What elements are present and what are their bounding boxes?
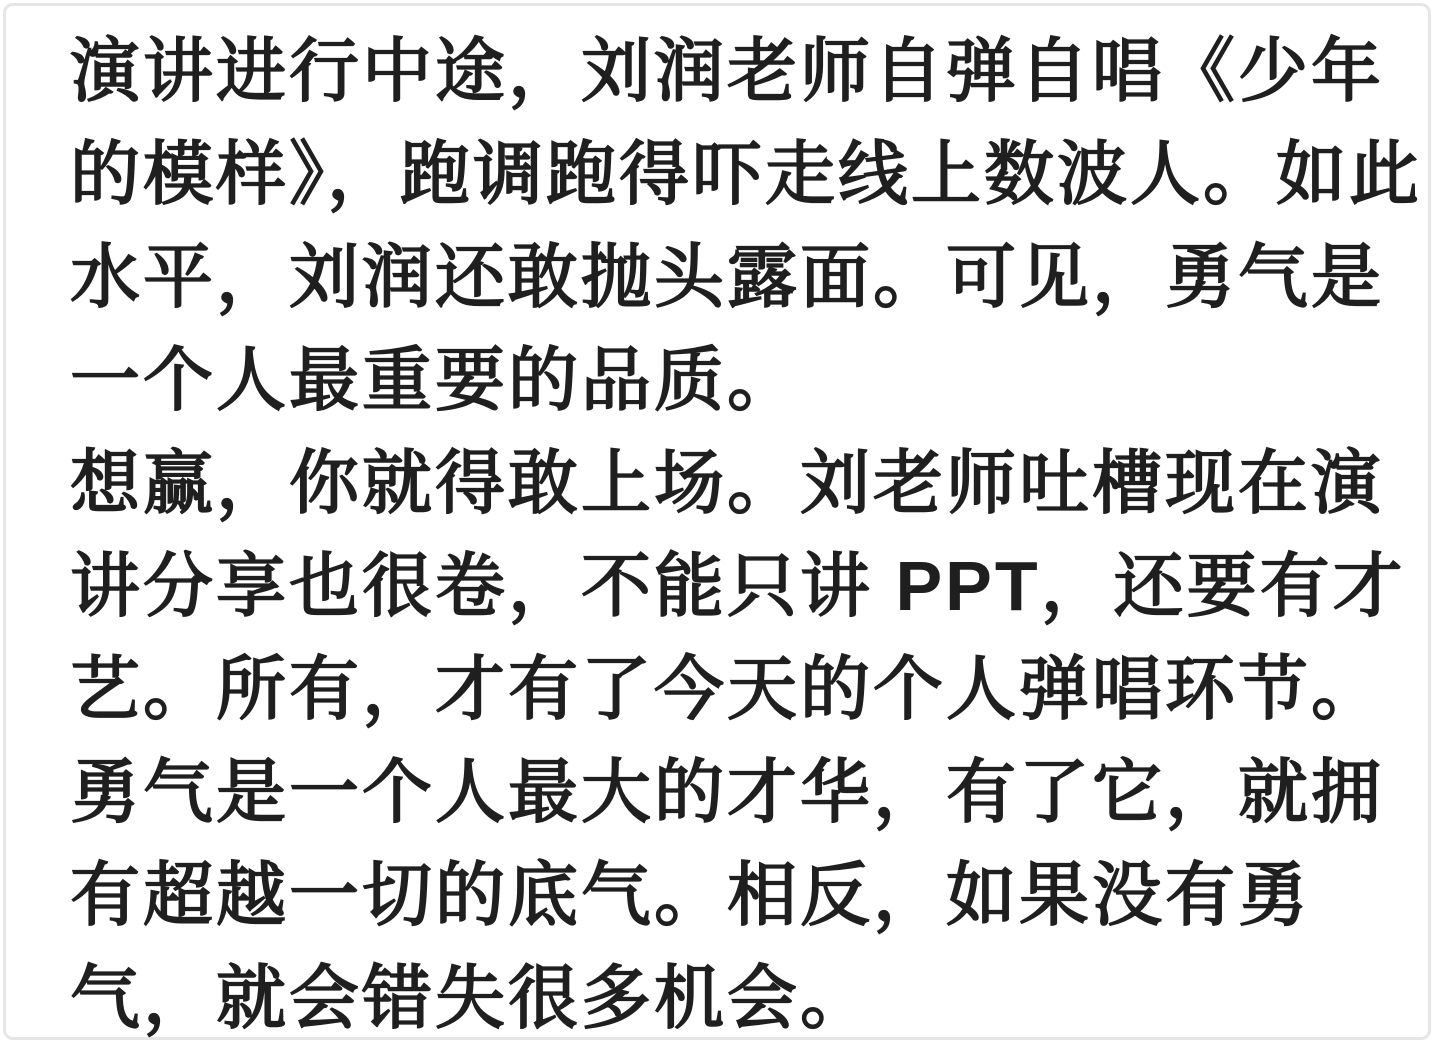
text-line: 讲分享也很卷，不能只讲 PPT，还要有才 [70,535,1398,638]
text-line: 的模样》，跑调跑得吓走线上数波人。如此 [70,123,1398,226]
text-line: 一个人最重要的品质。 [70,329,1398,432]
text-line: 艺。所有，才有了今天的个人弹唱环节。 [70,638,1398,741]
text-card [3,3,1431,1040]
text-line: 气，就会错失很多机会。 [70,947,1398,1050]
text-line: 水平，刘润还敢抛头露面。可见，勇气是 [70,226,1398,329]
text-line: 演讲进行中途，刘润老师自弹自唱《少年 [70,20,1398,123]
paragraph-1 [70,20,1398,432]
article-text [70,20,1398,1050]
text-line: 有超越一切的底气。相反，如果没有勇 [70,844,1398,947]
text-line: 想赢，你就得敢上场。刘老师吐槽现在演 [70,432,1398,535]
paragraph-2 [70,432,1398,1050]
text-line: 勇气是一个人最大的才华，有了它，就拥 [70,741,1398,844]
